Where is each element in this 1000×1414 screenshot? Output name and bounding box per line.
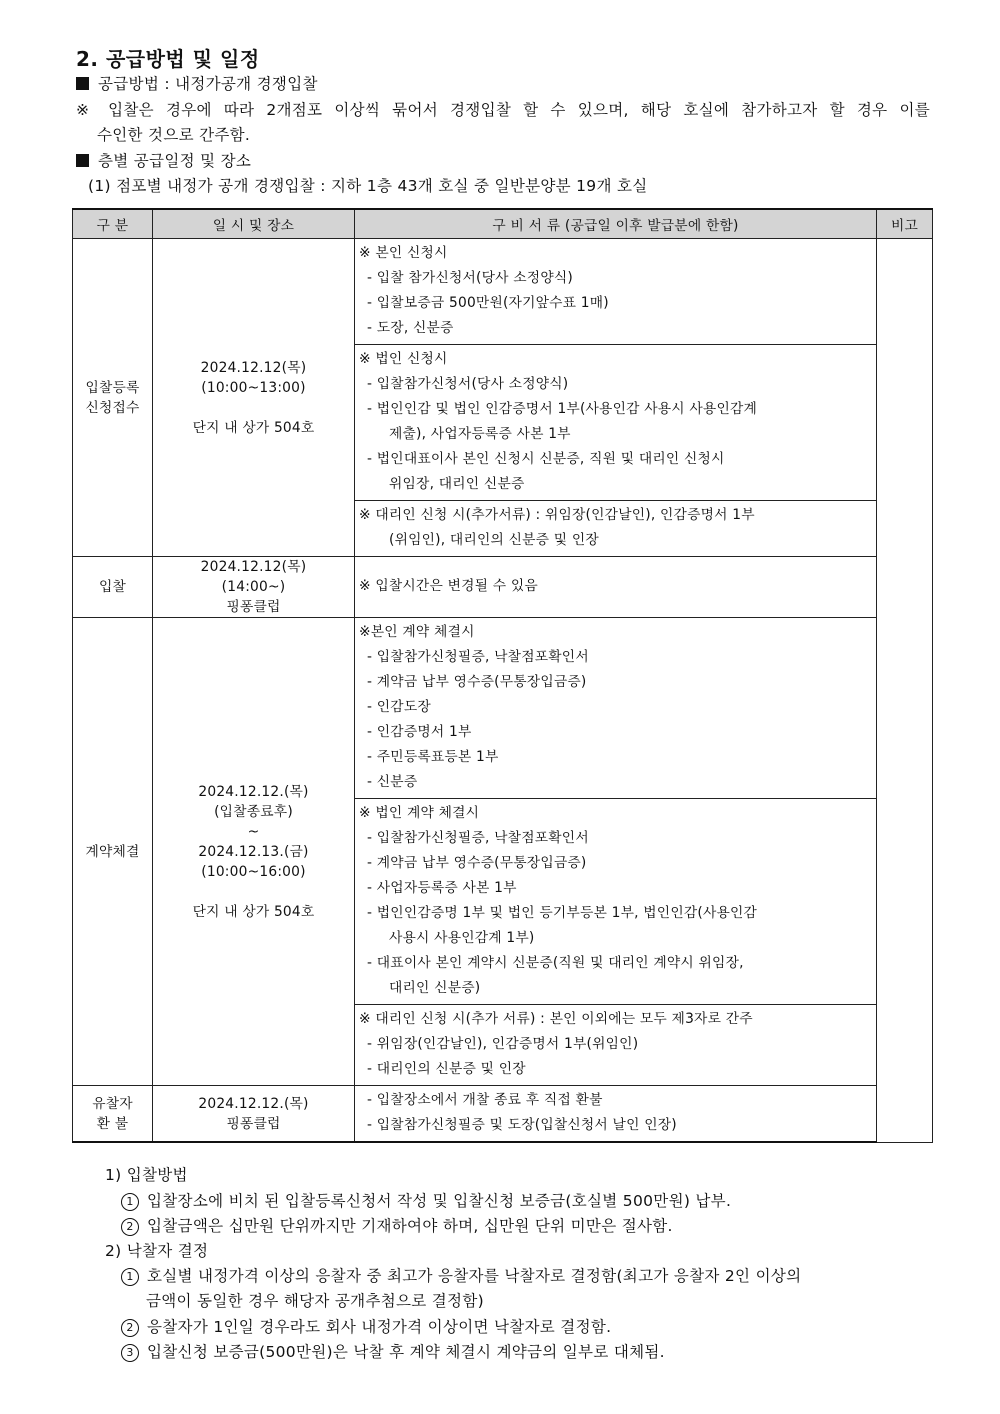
header-documents: 구 비 서 류 (공급일 이후 발급분에 한함) bbox=[355, 209, 877, 239]
document-line: - 입찰참가신청필증, 낙찰점포확인서 bbox=[367, 649, 589, 665]
document-line: - 도장, 신분증 bbox=[367, 320, 454, 336]
schedule-line: 핑퐁클럽 bbox=[226, 599, 281, 615]
document-group bbox=[355, 1005, 876, 1085]
bid-method-item-1-text: 입찰장소에 비치 된 입찰등록신청서 작성 및 입찰신청 보증금(호실별 500만원) 납부. bbox=[147, 1192, 732, 1210]
category-line: 신청접수 bbox=[85, 399, 140, 416]
auction-subheading: (1) 점포별 내정가 공개 경쟁입찰 : 지하 1층 43개 호실 중 일반분양분 19개 호실 bbox=[88, 177, 648, 195]
winner-item-3-text: 입찰신청 보증금(500만원)은 낙찰 후 계약 체결시 계약금의 일부로 대체됨. bbox=[147, 1343, 665, 1361]
schedule-line: (10:00~13:00) bbox=[201, 379, 306, 396]
spacer bbox=[153, 398, 354, 418]
document-line: - 법인인감 및 법인 인감증명서 1부(사용인감 사용시 사용인감계 bbox=[367, 401, 758, 417]
schedule-line: 2024.12.12.(목) bbox=[198, 1095, 309, 1112]
document-group bbox=[355, 618, 876, 799]
category-cell bbox=[73, 239, 153, 557]
document-line: ※ 본인 신청시 bbox=[359, 245, 448, 261]
bid-method-item-1 bbox=[121, 1189, 731, 1214]
bid-method-item-2 bbox=[121, 1214, 673, 1239]
document-group bbox=[355, 239, 876, 345]
bid-method-title: 1) 입찰방법 bbox=[105, 1166, 188, 1184]
document-group bbox=[355, 1086, 876, 1141]
document-line: 위임장, 대리인 신분증 bbox=[389, 476, 525, 492]
schedule-cell bbox=[153, 1086, 355, 1143]
category-line: 입찰등록 bbox=[85, 379, 140, 396]
remarks-cell bbox=[877, 239, 933, 1143]
square-bullet-icon bbox=[76, 77, 89, 90]
schedule-line: 단지 내 상가 504호 bbox=[192, 419, 315, 436]
spacer bbox=[153, 882, 354, 902]
document-group bbox=[355, 799, 876, 1005]
document-line: ※ 입찰시간은 변경될 수 있음 bbox=[359, 578, 538, 594]
table-row bbox=[73, 618, 933, 1086]
header-category: 구 분 bbox=[73, 209, 153, 239]
document-line: - 입찰참가신청필증, 낙찰점포확인서 bbox=[367, 830, 589, 846]
schedule-line: 단지 내 상가 504호 bbox=[192, 903, 315, 920]
document-line: - 입찰보증금 500만원(자기앞수표 1매) bbox=[367, 295, 609, 311]
document-group bbox=[355, 572, 876, 602]
schedule-heading-text: 층별 공급일정 및 장소 bbox=[98, 152, 252, 170]
winner-item-1 bbox=[121, 1264, 801, 1289]
schedule-line: 2024.12.12(목) bbox=[200, 359, 307, 376]
circled-number: 2 bbox=[121, 1319, 139, 1337]
document-line: - 법인대표이사 본인 신청시 신분증, 직원 및 대리인 신청시 bbox=[367, 451, 725, 467]
category-cell bbox=[73, 1086, 153, 1143]
winner-item-1-text: 호실별 내정가격 이상의 응찰자 중 최고가 응찰자를 낙찰자로 결정함(최고가 응찰자 2인 이상의 bbox=[147, 1267, 802, 1285]
documents-cell bbox=[355, 557, 877, 618]
schedule-line: 2024.12.12(목) bbox=[200, 559, 307, 575]
document-line: - 대리인의 신분증 및 인장 bbox=[367, 1061, 526, 1077]
document-line: - 입찰참가신청필증 및 도장(입찰신청서 날인 인장) bbox=[367, 1117, 677, 1133]
document-line: - 신분증 bbox=[367, 774, 418, 790]
document-line: ※ 법인 계약 체결시 bbox=[359, 805, 480, 821]
document-group bbox=[355, 501, 876, 556]
bid-method-item-2-text: 입찰금액은 십만원 단위까지만 기재하여야 하며, 십만원 단위 미만은 절사함. bbox=[147, 1217, 673, 1235]
supply-method-line bbox=[76, 72, 318, 96]
document-line: - 입찰참가신청서(당사 소정양식) bbox=[367, 376, 569, 392]
winner-item-2 bbox=[121, 1315, 611, 1340]
table-header-row bbox=[73, 209, 933, 239]
document-line: ※본인 계약 체결시 bbox=[359, 624, 475, 640]
circled-number: 3 bbox=[121, 1344, 139, 1362]
bundle-note-line2: 수인한 것으로 간주함. bbox=[97, 126, 251, 144]
winner-item-2-text: 응찰자가 1인일 경우라도 회사 내정가격 이상이면 낙찰자로 결정함. bbox=[147, 1318, 612, 1336]
documents-cell bbox=[355, 618, 877, 1086]
document-line: - 사업자등록증 사본 1부 bbox=[367, 880, 517, 896]
section-title: 2. 공급방법 및 일정 bbox=[76, 47, 260, 71]
table-row bbox=[73, 1086, 933, 1143]
header-remarks: 비고 bbox=[877, 209, 933, 239]
document-group bbox=[355, 345, 876, 501]
document-line: - 위임장(인감날인), 인감증명서 1부(위임인) bbox=[367, 1036, 639, 1052]
circled-number: 1 bbox=[121, 1193, 139, 1211]
schedule-line: (14:00~) bbox=[221, 579, 286, 595]
document-line: ※ 대리인 신청 시(추가서류) : 위임장(인감날인), 인감증명서 1부 bbox=[359, 507, 755, 523]
category-cell bbox=[73, 618, 153, 1086]
document-line: ※ 대리인 신청 시(추가 서류) : 본인 이외에는 모두 제3자로 간주 bbox=[359, 1011, 753, 1027]
document-line: - 입찰장소에서 개찰 종료 후 직접 환불 bbox=[367, 1092, 603, 1108]
document-line: - 대표이사 본인 계약시 신분증(직원 및 대리인 계약시 위임장, bbox=[367, 955, 744, 971]
header-schedule: 일 시 및 장소 bbox=[153, 209, 355, 239]
schedule-line: ~ bbox=[247, 823, 260, 840]
category-line: 계약체결 bbox=[85, 843, 140, 860]
table-body bbox=[73, 239, 933, 1143]
table-row bbox=[73, 239, 933, 557]
document-line: - 계약금 납부 영수증(무통장입금증) bbox=[367, 674, 587, 690]
document-line: 제출), 사업자등록증 사본 1부 bbox=[389, 426, 571, 442]
document-line: 대리인 신분증) bbox=[389, 980, 481, 996]
document-line: - 인감도장 bbox=[367, 699, 431, 715]
table-row bbox=[73, 557, 933, 618]
square-bullet-icon bbox=[76, 154, 89, 167]
document-line: ※ 법인 신청시 bbox=[359, 351, 448, 367]
schedule-cell bbox=[153, 557, 355, 618]
category-line: 입찰 bbox=[98, 579, 127, 595]
document-line: 사용시 사용인감계 1부) bbox=[389, 930, 535, 946]
schedule-line: 2024.12.13.(금) bbox=[198, 843, 309, 860]
documents-cell bbox=[355, 239, 877, 557]
document-line: - 입찰 참가신청서(당사 소정양식) bbox=[367, 270, 573, 286]
supply-method-text: 공급방법 : 내정가공개 경쟁입찰 bbox=[98, 75, 318, 93]
winner-item-1-cont: 금액이 동일한 경우 해당자 공개추첨으로 결정함) bbox=[146, 1292, 484, 1310]
schedule-line: 2024.12.12.(목) bbox=[198, 783, 309, 800]
schedule-line: (10:00~16:00) bbox=[201, 863, 306, 880]
document-line: - 법인인감증명 1부 및 법인 등기부등본 1부, 법인인감(사용인감 bbox=[367, 905, 758, 921]
schedule-cell bbox=[153, 618, 355, 1086]
circled-number: 2 bbox=[121, 1218, 139, 1236]
category-line: 유찰자 bbox=[92, 1095, 133, 1112]
document-line: - 주민등록표등본 1부 bbox=[367, 749, 499, 765]
document-line: - 인감증명서 1부 bbox=[367, 724, 472, 740]
document-line: (위임인), 대리인의 신분증 및 인장 bbox=[389, 532, 599, 548]
schedule-heading-line bbox=[76, 149, 251, 173]
circled-number: 1 bbox=[121, 1268, 139, 1286]
schedule-line: (입찰종료후) bbox=[214, 803, 293, 820]
document-line: - 계약금 납부 영수증(무통장입금증) bbox=[367, 855, 587, 871]
documents-cell bbox=[355, 1086, 877, 1143]
supply-schedule-table bbox=[72, 208, 933, 1143]
category-line: 환 불 bbox=[96, 1115, 129, 1132]
category-cell bbox=[73, 557, 153, 618]
bundle-note-line1: ※ 입찰은 경우에 따라 2개점포 이상씩 묶어서 경쟁입찰 할 수 있으며, 해당 호실에 참가하고자 할 경우 이를 bbox=[76, 101, 930, 119]
winner-item-3 bbox=[121, 1340, 665, 1365]
schedule-line: 핑퐁클럽 bbox=[226, 1115, 281, 1132]
schedule-cell bbox=[153, 239, 355, 557]
winner-title: 2) 낙찰자 결정 bbox=[105, 1242, 209, 1260]
